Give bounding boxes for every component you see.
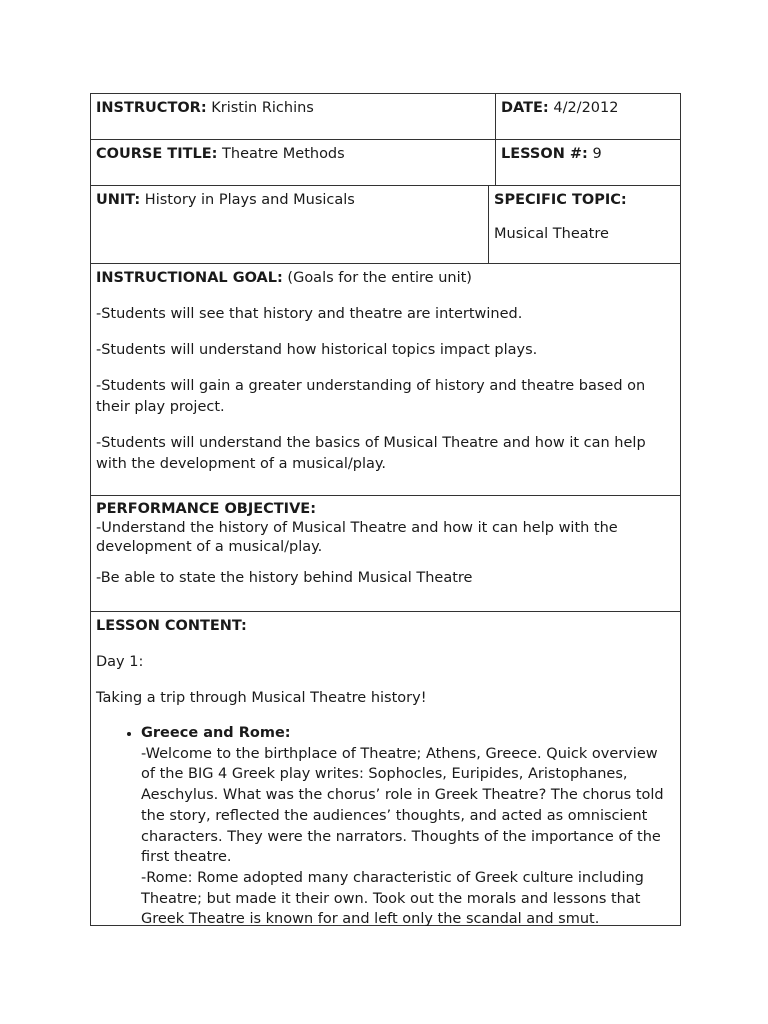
content-intro: Taking a trip through Musical Theatre history! [96,690,427,706]
unit-label: UNIT: [96,192,141,208]
lesson-plan-table [90,93,681,926]
content-label: LESSON CONTENT: [96,618,247,634]
instructor-value: Kristin Richins [206,100,314,116]
bullet-title: Greece and Rome: [141,725,291,741]
goal-item: -Students will understand the basics of Musical Theatre and how it can help with the development of a musical/play. [96,435,646,472]
goal-note: (Goals for the entire unit) [282,270,472,286]
objective-label: PERFORMANCE OBJECTIVE: [96,501,317,517]
date-label: DATE: [501,100,549,116]
row-performance-objective [91,496,680,612]
instructor-cell [91,94,495,139]
bullet-paragraph: -Rome: Rome adopted many characteristic of Greek culture including Theatre; but made it their own. Took out the morals and lessons that Greek Theatre is known for and left only the scandal and smut. [141,869,644,928]
topic-cell [488,186,680,263]
course-label: COURSE TITLE: [96,146,218,162]
unit-cell [91,186,488,263]
row-lesson-content [91,612,680,928]
goal-label: INSTRUCTIONAL GOAL: [96,270,283,286]
content-bullet-list [96,723,675,930]
row-unit-topic [91,186,680,264]
goal-item: -Students will understand how historical topics impact plays. [96,342,538,358]
bullet-paragraph: -Welcome to the birthplace of Theatre; Athens, Greece. Quick overview of the BIG 4 Greek play writes: Sophocles, Euripides, Aristophanes, Aeschylus. What was the chorus’ role in Greek Theatre? The chorus told the story, reflected the audiences’ thoughts, and acted as omniscient characters. They were the narrators. Thoughts of the importance of the first theatre. [141,745,664,866]
date-cell [495,94,680,139]
row-instructional-goal [91,264,680,496]
goal-item: -Students will see that history and theatre are intertwined. [96,306,523,322]
list-item [141,723,675,930]
row-instructor-date [91,94,680,140]
objective-item: -Be able to state the history behind Musical Theatre [96,570,473,586]
objective-cell [91,496,680,611]
course-cell [91,140,495,185]
content-cell [91,612,680,928]
objective-item: -Understand the history of Musical Theatre and how it can help with the development of a musical/play. [96,520,618,555]
row-course-lesson [91,140,680,186]
content-day: Day 1: [96,654,144,670]
course-value: Theatre Methods [217,146,345,162]
lesson-label: LESSON #: [501,146,588,162]
goal-cell [91,264,680,495]
lesson-value: 9 [587,146,602,162]
goal-item: -Students will gain a greater understanding of history and theatre based on their play project. [96,378,646,415]
lesson-cell [495,140,680,185]
topic-value: Musical Theatre [494,226,609,242]
unit-value: History in Plays and Musicals [140,192,355,208]
date-value: 4/2/2012 [548,100,619,116]
instructor-label: INSTRUCTOR: [96,100,207,116]
topic-label: SPECIFIC TOPIC: [494,192,627,208]
